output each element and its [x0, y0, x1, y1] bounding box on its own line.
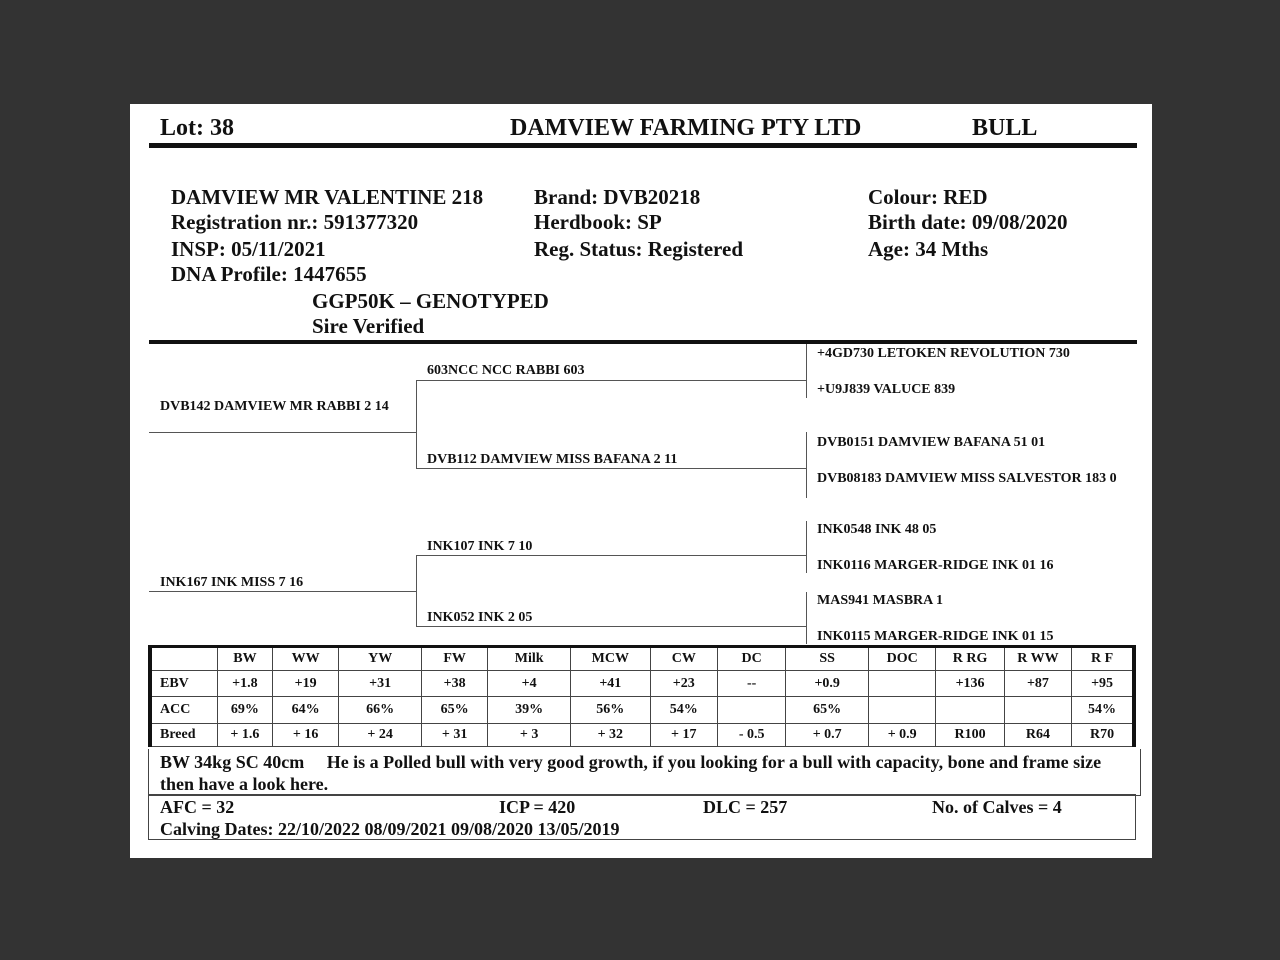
herdbook: Herdbook: SP — [534, 210, 662, 234]
sire: DVB142 DAMVIEW MR RABBI 2 14 — [160, 399, 389, 414]
table-cell: + 24 — [339, 724, 422, 747]
row-label: Breed — [150, 724, 217, 747]
table-cell: 54% — [1072, 697, 1134, 724]
table-cell: 39% — [488, 697, 571, 724]
lot-number — [160, 115, 234, 142]
comment-box — [148, 749, 1141, 796]
table-cell: + 32 — [571, 724, 651, 747]
table-cell: +23 — [650, 671, 717, 697]
table-cell — [717, 697, 785, 724]
calf-count: No. of Calves = 4 — [932, 797, 1062, 817]
animal-name: DAMVIEW MR VALENTINE 218 — [171, 185, 484, 209]
table-cell: + 0.7 — [786, 724, 869, 747]
dam-sire: INK107 INK 7 10 — [427, 539, 533, 554]
sire-line — [149, 432, 416, 433]
insp-date: INSP: 05/11/2021 — [171, 237, 326, 261]
table-cell: +19 — [272, 671, 338, 697]
table-cell: +0.9 — [786, 671, 869, 697]
table-cell: R100 — [936, 724, 1004, 747]
table-cell: 65% — [786, 697, 869, 724]
table-cell: -- — [717, 671, 785, 697]
table-cell: +38 — [421, 671, 487, 697]
ebv-header-rf: R F — [1072, 647, 1134, 671]
age: Age: 34 Mths — [868, 237, 989, 261]
ggp-8: INK0115 MARGER-RIDGE INK 01 15 — [817, 629, 1054, 644]
sire-verified: Sire Verified — [312, 314, 425, 338]
ebv-header-cw: CW — [650, 647, 717, 671]
table-cell: + 17 — [650, 724, 717, 747]
table-cell: + 16 — [272, 724, 338, 747]
table-cell: + 31 — [421, 724, 487, 747]
ebv-header-milk: Milk — [488, 647, 571, 671]
ggp-2: +U9J839 VALUCE 839 — [817, 382, 956, 397]
ggp-bracket-3 — [806, 521, 807, 573]
comment-text: He is a Polled bull with very good growth, if you looking for a bull with capacity, bone and frame size then have a look here. — [160, 752, 1102, 794]
sire-bracket — [416, 380, 417, 468]
table-cell: 65% — [421, 697, 487, 724]
ebv-header-rrg: R RG — [936, 647, 1004, 671]
calving-dates: Calving Dates: 22/10/2022 08/09/2021 09/08/2020 13/05/2019 — [160, 819, 620, 839]
row-label: ACC — [150, 697, 217, 724]
ggp-5: INK0548 INK 48 05 — [817, 522, 937, 537]
ebv-header-mcw: MCW — [571, 647, 651, 671]
sex-label: BULL — [972, 115, 1038, 141]
table-cell: 64% — [272, 697, 338, 724]
ggp-7: MAS941 MASBRA 1 — [817, 593, 944, 608]
ggp-3: DVB0151 DAMVIEW BAFANA 51 01 — [817, 435, 1046, 450]
table-cell: 69% — [217, 697, 272, 724]
ggp-bracket-4 — [806, 592, 807, 644]
table-cell: +4 — [488, 671, 571, 697]
table-cell — [869, 697, 936, 724]
table-cell: R64 — [1004, 724, 1071, 747]
table-cell: +87 — [1004, 671, 1071, 697]
lot-value: 38 — [210, 115, 234, 141]
table-cell: + 3 — [488, 724, 571, 747]
ebv-header-bw: BW — [217, 647, 272, 671]
brand: Brand: DVB20218 — [534, 185, 701, 209]
lot-card — [130, 104, 1152, 858]
ebv-header-yw: YW — [339, 647, 422, 671]
dlc: DLC = 257 — [703, 797, 788, 817]
pedigree-top-rule — [149, 340, 1137, 344]
table-cell: +136 — [936, 671, 1004, 697]
table-cell: + 1.6 — [217, 724, 272, 747]
sire-dam-line — [416, 468, 806, 469]
table-cell: +1.8 — [217, 671, 272, 697]
dna-profile: DNA Profile: 1447655 — [171, 262, 367, 286]
afc: AFC = 32 — [160, 797, 235, 817]
acc-row — [150, 697, 1134, 724]
registration-status: Reg. Status: Registered — [534, 237, 743, 261]
ebv-header-rww: R WW — [1004, 647, 1071, 671]
sire-dam: DVB112 DAMVIEW MISS BAFANA 2 11 — [427, 452, 678, 467]
dam-sire-line — [416, 555, 806, 556]
ebv-header-cell — [150, 647, 217, 671]
table-cell: + 0.9 — [869, 724, 936, 747]
table-cell: +95 — [1072, 671, 1134, 697]
birth-date: Birth date: 09/08/2020 — [868, 210, 1068, 234]
sire-sire: 603NCC NCC RABBI 603 — [427, 363, 585, 378]
table-cell — [869, 671, 936, 697]
breeder-name: DAMVIEW FARMING PTY LTD — [510, 115, 862, 141]
breed-row — [150, 724, 1134, 747]
ebv-header-fw: FW — [421, 647, 487, 671]
lot-label: Lot: — [160, 115, 204, 141]
ebv-header-ss: SS — [786, 647, 869, 671]
ebv-header-ww: WW — [272, 647, 338, 671]
table-cell: +31 — [339, 671, 422, 697]
ggp-4: DVB08183 DAMVIEW MISS SALVESTOR 183 0 — [817, 471, 1117, 486]
table-cell — [936, 697, 1004, 724]
ggp-6: INK0116 MARGER-RIDGE INK 01 16 — [817, 558, 1054, 573]
ggp-1: +4GD730 LETOKEN REVOLUTION 730 — [817, 346, 1070, 361]
table-cell: 66% — [339, 697, 422, 724]
ggp-bracket-2 — [806, 432, 807, 498]
icp: ICP = 420 — [499, 797, 576, 817]
dam: INK167 INK MISS 7 16 — [160, 575, 304, 590]
dam-bracket — [416, 555, 417, 627]
dam-dam-line — [416, 626, 806, 627]
header-rule — [149, 143, 1137, 148]
colour: Colour: RED — [868, 185, 988, 209]
ebv-header-row — [150, 647, 1134, 671]
ggp-bracket-1 — [806, 344, 807, 398]
dam-dam: INK052 INK 2 05 — [427, 610, 533, 625]
table-cell — [1004, 697, 1071, 724]
ebv-header-doc: DOC — [869, 647, 936, 671]
sire-sire-line — [416, 380, 806, 381]
table-cell: 54% — [650, 697, 717, 724]
dam-line — [149, 591, 416, 592]
fertility-box — [148, 794, 1136, 840]
measurements: BW 34kg SC 40cm — [160, 752, 305, 772]
genotype-status: GGP50K – GENOTYPED — [312, 289, 549, 313]
table-cell: +41 — [571, 671, 651, 697]
table-cell: R70 — [1072, 724, 1134, 747]
table-cell: - 0.5 — [717, 724, 785, 747]
ebv-table — [148, 645, 1136, 747]
row-label: EBV — [150, 671, 217, 697]
ebv-header-dc: DC — [717, 647, 785, 671]
registration-number: Registration nr.: 591377320 — [171, 210, 419, 234]
table-cell: 56% — [571, 697, 651, 724]
ebv-row — [150, 671, 1134, 697]
